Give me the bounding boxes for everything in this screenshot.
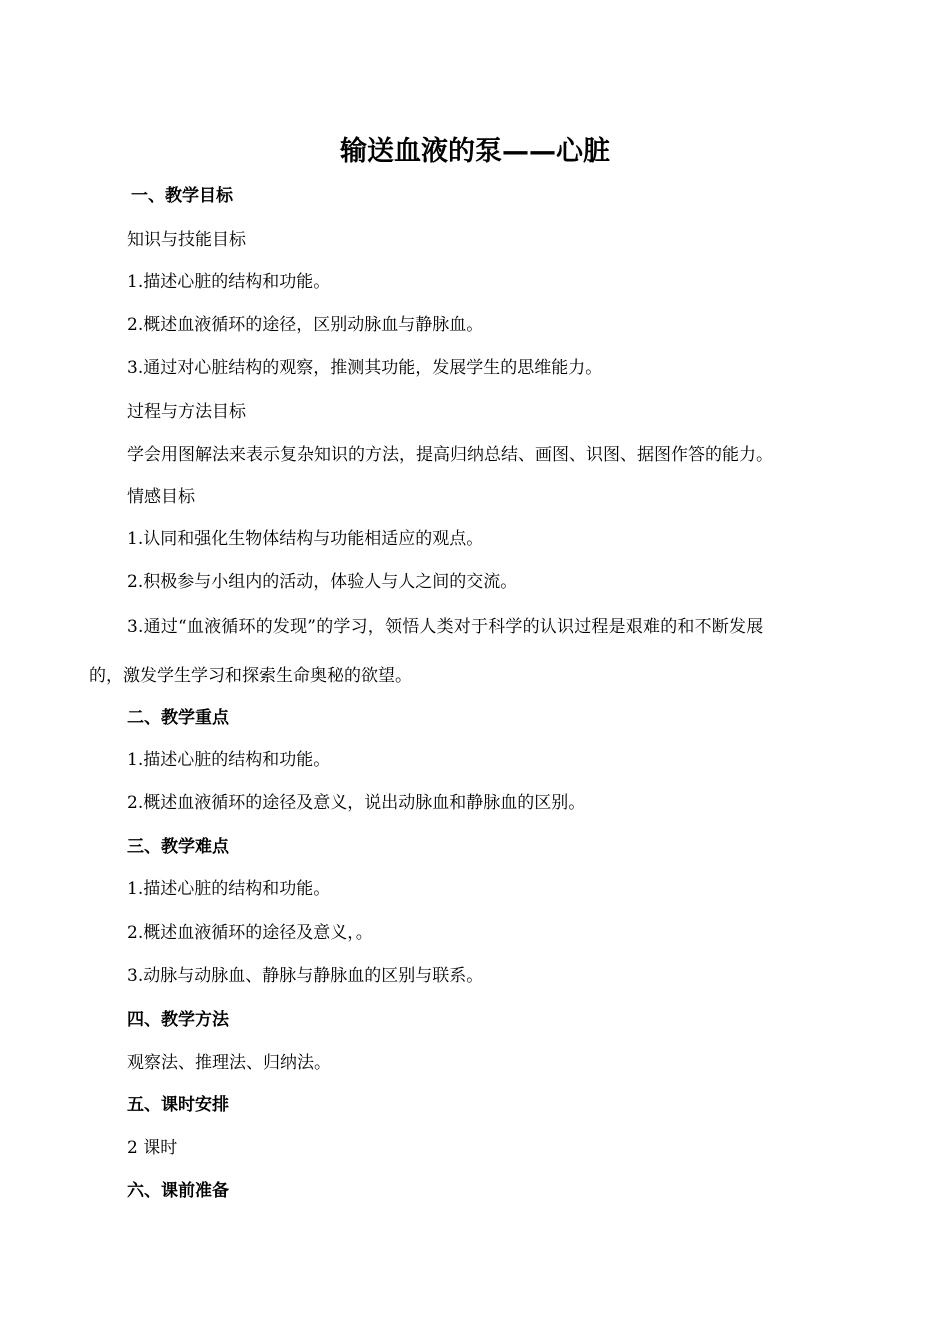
emotion-item-3-line-1: 3.通过“血液循环的发现”的学习，领悟人类对于科学的认识过程是艰难的和不断发展 — [127, 617, 764, 637]
knowledge-item-2: 2.概述血液循环的途径，区别动脉血与静脉血。 — [127, 315, 484, 335]
key-point-item-2: 2.概述血液循环的途径及意义，说出动脉血和静脉血的区别。 — [127, 793, 586, 813]
section-heading-objectives: 一、教学目标 — [131, 186, 233, 206]
knowledge-item-3: 3.通过对心脏结构的观察，推测其功能，发展学生的思维能力。 — [127, 358, 603, 378]
section-heading-difficulties: 三、教学难点 — [127, 837, 229, 857]
section-heading-methods: 四、教学方法 — [127, 1010, 229, 1030]
emotion-item-3-line-2: 的，激发学生学习和探索生命奥秘的欲望。 — [89, 666, 412, 686]
section-heading-key-points: 二、教学重点 — [127, 708, 229, 728]
subheading-knowledge: 知识与技能目标 — [127, 230, 246, 250]
subheading-emotion: 情感目标 — [127, 487, 195, 507]
difficulty-item-2: 2.概述血液循环的途径及意义，。 — [127, 923, 373, 943]
key-point-item-1: 1.描述心脏的结构和功能。 — [127, 750, 331, 770]
emotion-item-2: 2.积极参与小组内的活动，体验人与人之间的交流。 — [127, 572, 518, 592]
document-title: 输送血液的泵——心脏 — [340, 136, 610, 167]
methods-text: 观察法、推理法、归纳法。 — [127, 1053, 331, 1073]
emotion-item-1: 1.认同和强化生物体结构与功能相适应的观点。 — [127, 529, 484, 549]
section-heading-schedule: 五、课时安排 — [127, 1095, 229, 1115]
difficulty-item-1: 1.描述心脏的结构和功能。 — [127, 879, 331, 899]
process-text: 学会用图解法来表示复杂知识的方法，提高归纳总结、画图、识图、据图作答的能力。 — [127, 445, 773, 465]
section-heading-preparation: 六、课前准备 — [127, 1181, 229, 1201]
subheading-process: 过程与方法目标 — [127, 402, 246, 422]
schedule-text: 2 课时 — [127, 1138, 178, 1158]
difficulty-item-3: 3.动脉与动脉血、静脉与静脉血的区别与联系。 — [127, 966, 484, 986]
knowledge-item-1: 1.描述心脏的结构和功能。 — [127, 272, 331, 292]
